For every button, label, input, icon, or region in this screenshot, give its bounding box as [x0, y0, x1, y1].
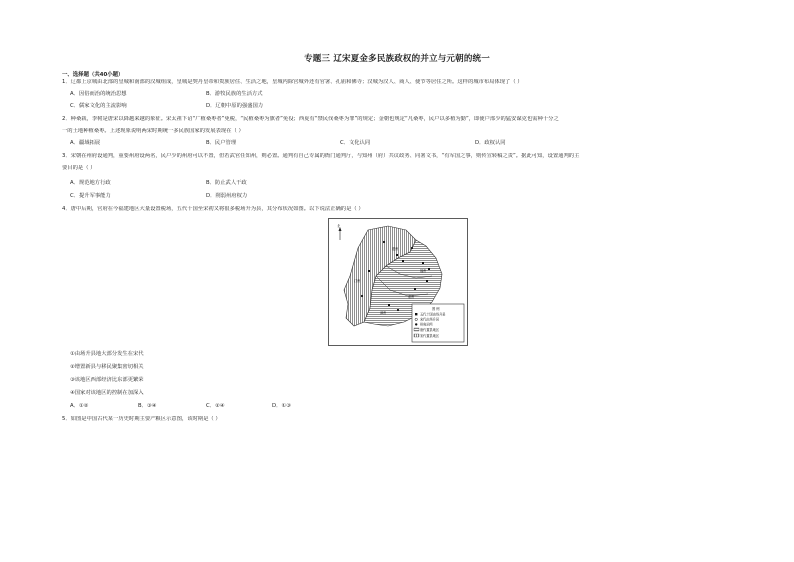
q1-option-b: B．游牧民族的生活方式 — [206, 91, 263, 97]
legend-item-5: 宋代置县地区 — [420, 333, 440, 338]
question-2-stem-line2: 一的土地种植桑枣。上述现象说明两宋时期统一多民族国家的发展表现在（ ） — [62, 128, 244, 134]
q4-option-b: B．③④ — [138, 403, 157, 409]
q4-statement-2: ②增置新县与移民聚集密切相关 — [70, 364, 144, 370]
section-heading: 一、选择题（共40小题） — [62, 72, 124, 78]
document-title: 专题三 辽宋夏金多民族政权的并立与元朝的统一 — [304, 54, 490, 64]
question-5-stem: 5．如图是中国古代某一历史时期主要产粮区示意图，该时期是（ ） — [62, 416, 221, 422]
q2-option-b: B．民户管理 — [206, 140, 237, 146]
q4-option-c: C．②④ — [206, 403, 225, 409]
q1-option-d: D．辽朝中原的强盛国力 — [206, 103, 264, 109]
q1-option-a: A．因俗而治的统治思想 — [70, 91, 127, 97]
question-4-stem: 4．唐中后期，官府在今福建地区大量设置税场，五代十国至宋初又将很多税场升为县，其分布状况如图。以下说法正确的是（ ） — [62, 206, 364, 212]
q2-option-c: C．文化认同 — [340, 140, 371, 146]
q3-option-a: A．规范地方行政 — [70, 180, 111, 186]
map-legend — [412, 304, 464, 342]
legend-item-4: 唐代置县地区 — [420, 327, 440, 332]
legend-item-2: 宋代由场升县 — [420, 317, 440, 322]
city-label-jianzhou: 建州 — [392, 247, 399, 251]
legend-title: 图 例 — [432, 307, 440, 311]
question-3-stem-line1: 3．宋朝在州府设通判，重要州府设两名，民户少的州府可以不置，但若武官任知州，则必置。通判有自己专属的衙门通判厅，与知州（府）共议政务、同署文书，“有军国之事，则传宣转稿之责”。据此可知，设置通判的主 — [62, 153, 580, 159]
question-3-stem-line2: 要目的是（ ） — [62, 165, 96, 171]
fujian-map-figure — [328, 218, 468, 346]
legend-item-1: 五代十国由场升县 — [420, 312, 446, 317]
city-label-zhangzhou: 漳州 — [380, 311, 387, 315]
north-label: 北 — [337, 224, 341, 228]
q3-option-c: C．提升军事能力 — [70, 193, 111, 199]
question-1-stem: 1．辽都上京城由北部的皇城和南部的汉城组成，皇城是契丹皇帝和贵族居住、生活之地，皇城内除宫城外还有官署、孔庙和佛寺；汉城为汉人、商人、使节等居住之所。这样的城市布局体现了（ ） — [62, 79, 523, 85]
q3-option-d: D．削弱州府权力 — [206, 193, 248, 199]
q4-option-a: A．①② — [70, 403, 89, 409]
q4-statement-1: ①由场升县地大部分发生在宋代 — [70, 351, 144, 357]
q4-option-d: D．①③ — [272, 403, 291, 409]
city-label-quanzhou: 泉州 — [408, 295, 415, 299]
q2-option-d: D．政权认同 — [475, 140, 506, 146]
map-svg — [328, 218, 468, 346]
q4-statement-3: ③该地区西部经济比东部更繁荣 — [70, 377, 144, 383]
q3-option-b: B．防止武人干政 — [206, 180, 247, 186]
legend-item-3: 州府治所 — [420, 322, 433, 327]
question-2-stem-line1: 2．种桑栽，李树是唐宋以降越来越的象征。宋太祖下诏“广植桑枣者”免税，“民植桑枣为旗者”免役；西夏有“禁民伐桑枣为罪”的规定；金朝也规定“凡桑枣，民户以多植为勤”，即使户部少的猛安谋克也需种十分之 — [62, 116, 559, 122]
city-label-fuzhou: 福州 — [420, 269, 427, 273]
q1-option-c: C．儒家文化的主流影响 — [70, 103, 127, 109]
city-label-tingzhou: 汀州 — [354, 279, 361, 283]
q4-statement-4: ④国家对该地区的控制在加深入 — [70, 390, 144, 396]
q2-option-a: A．疆域拓展 — [70, 140, 101, 146]
